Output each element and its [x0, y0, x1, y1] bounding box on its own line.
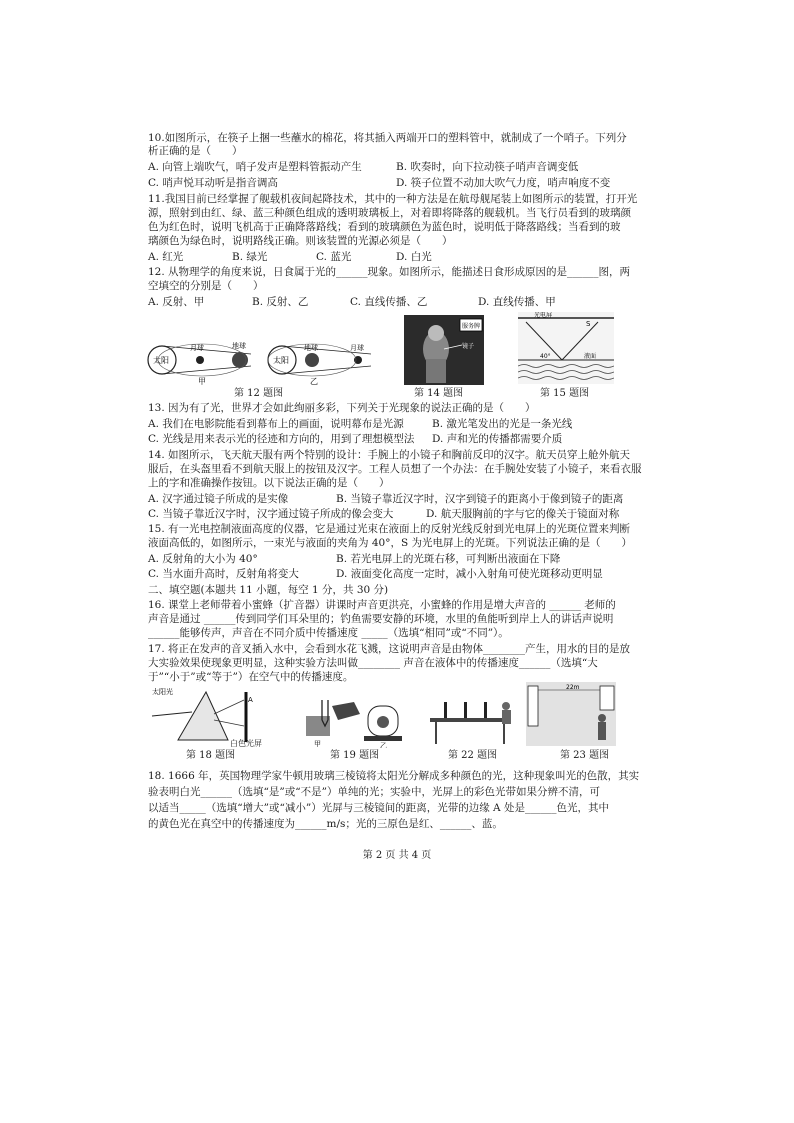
service-sign-label: 服务牌	[462, 323, 481, 330]
q11-line4: 璃颜色为绿色时，说明路线正确。则该装置的光源必须是（ ）	[148, 235, 453, 247]
tuning-fork-diagram	[302, 696, 410, 748]
moon-label: 月球	[190, 344, 204, 352]
q15-option-b: B. 若光电屏上的光斑右移，可判断出液面在下降	[336, 553, 561, 565]
liquid-level-diagram	[518, 312, 614, 384]
q10-option-c: C. 哨声悦耳动听是指音调高	[148, 177, 278, 189]
q14-option-d: D. 航天服胸前的字与它的像关于镜面对称	[426, 508, 620, 520]
person-head	[598, 714, 606, 722]
observer-head	[502, 702, 510, 710]
candle-screens-diagram	[424, 692, 516, 746]
jia-label: 甲	[198, 377, 206, 386]
jia-label: 甲	[314, 740, 321, 748]
q14-line3: 上的字和准确操作按钮。以下说法正确的是（ ）	[148, 477, 390, 489]
q12-option-c: C. 直线传播、乙	[350, 296, 428, 308]
q14-option-c: C. 当镜子靠近汉字时，汉字通过镜子所成的像会变大	[148, 508, 394, 520]
screen-1	[444, 702, 447, 718]
q11-option-d: D. 白光	[396, 251, 432, 263]
q13-option-d: D. 声和光的传播都需要介质	[432, 433, 563, 445]
caption-fig22: 第 22 题图	[448, 750, 498, 761]
q13-stem: 13. 因为有了光，世界才会如此绚丽多彩，下列关于光现象的说法正确的是（ ）	[148, 402, 536, 414]
screen-3	[484, 702, 487, 718]
q16-line3: ______能够传声，声音在不同介质中传播速度 _____（选填“相同”或“不同”）。	[148, 627, 509, 639]
earth-label: 地球	[232, 342, 246, 350]
q11-option-a: A. 红光	[148, 251, 184, 263]
yi-label: 乙	[310, 377, 318, 386]
caption-fig18: 第 18 题图	[186, 750, 236, 761]
earth-shape	[232, 352, 248, 368]
q18-line2: 验表明白光______（选填“是”或“不是”）单纯的光；实验中，光屏上的彩色光带如果分辨不清，可	[148, 786, 600, 798]
yi-label: 乙	[380, 742, 387, 748]
sun-label: 太阳	[153, 356, 169, 365]
q16-line1: 16. 课堂上老师带着小蜜蜂（扩音器）讲课时声音更洪亮，小蜜蜂的作用是增大声音的 ______ 老师的	[148, 599, 616, 611]
q14-option-a: A. 汉字通过镜子所成的是实像	[148, 493, 289, 505]
q17-line3: 于”“小于”或“等于”）在空气中的传播速度。	[148, 671, 354, 683]
eye-chart	[600, 686, 614, 710]
jar-base-shape	[364, 736, 402, 741]
screen-2	[464, 702, 467, 718]
q10-option-d: D. 筷子位置不动加大吹气力度，哨声响度不变	[396, 177, 611, 189]
white-screen-label: 白色光屏	[230, 739, 262, 748]
spacesuit-photo	[404, 315, 484, 385]
incoming-light	[152, 712, 192, 716]
spot-s-label: S	[586, 320, 591, 328]
eclipse-diagram-jia	[146, 338, 256, 388]
eclipse-diagram-yi	[266, 338, 376, 388]
q13-option-a: A. 我们在电影院能看到幕布上的画面，说明幕布是光源	[148, 418, 404, 430]
legs-shape	[426, 359, 446, 383]
mirror-label: 镜子	[462, 343, 475, 350]
q14-line2: 服后，在头盔里看不到航天服上的按钮及汉字。工程人员想了一个办法：在手腕处安装了小镜子，来看衣服	[148, 463, 642, 475]
q12-option-a: A. 反射、甲	[148, 296, 205, 308]
prism-shape	[178, 692, 228, 740]
plane-mirror	[528, 686, 538, 726]
section-fill-in-heading: 二、填空题(本题共 11 小题，每空 1 分，共 30 分)	[148, 584, 389, 596]
hand-shape	[332, 702, 360, 720]
q14-option-b: B. 当镜子靠近汉字时，汉字到镜子的距离小于像到镜子的距离	[336, 493, 624, 505]
q11-line2: 源，照射到由红、绿、蓝三种颜色组成的透明玻璃板上，对着即将降落的舰载机。当飞行员看到的玻璃颜	[148, 207, 631, 219]
caption-fig14: 第 14 题图	[414, 388, 464, 399]
q15-option-d: D. 液面变化高度一定时，减小入射角可使光斑移动更明显	[336, 568, 603, 580]
observer-body	[502, 710, 511, 724]
helmet-shape	[428, 325, 444, 341]
q10-stem-line2: 析正确的是（ ）	[148, 145, 243, 157]
q16-line2: 声音是通过 ______传到同学们耳朵里的；钓鱼需要安静的环境，水里的鱼能听到岸上人的讲话声说明	[148, 613, 614, 625]
q17-line2: 大实验效果使现象更明显，这种实验方法叫做________ 声音在液体中的传播速度______（选填“大	[148, 657, 598, 669]
angle-label: 40°	[540, 353, 551, 360]
alarm-clock-shape	[377, 716, 389, 728]
earth-label: 地球	[304, 344, 318, 352]
eye-test-diagram	[526, 682, 616, 746]
q18-line4: 的黄色光在真空中的传播速度为______m/s；光的三原色是红、______、蓝。	[148, 818, 503, 830]
table-top	[430, 718, 510, 722]
sun-label: 太阳	[273, 356, 289, 365]
q12-option-b: B. 反射、乙	[252, 296, 309, 308]
q12-line1: 12. 从物理学的角度来说，日食属于光的______现象。如图所示，能描述日食形成原因的是______图，两	[148, 266, 631, 278]
q10-stem-line1: 10.如图所示，在筷子上捆一些蘸水的棉花，将其插入两端开口的塑料管中，就制成了一个哨子。下列分	[148, 132, 627, 144]
caption-fig23: 第 23 题图	[560, 750, 610, 761]
screen-label: 光电屏	[534, 312, 553, 319]
q17-line1: 17. 将正在发声的音叉插入水中，会看到水花飞溅，这说明声音是由物体________产生，用水的目的是放	[148, 643, 631, 655]
q18-line1: 18. 1666 年，英国物理学家牛顿用玻璃三棱镜将太阳光分解成多种颜色的光，这种现象叫光的色散，其实	[148, 770, 640, 782]
q15-line2: 液面高低的，如图所示，一束光与液面的夹角为 40°，S 为光电屏上的光斑。下列说法正确的是（ ）	[148, 537, 632, 549]
caption-fig15: 第 15 题图	[540, 388, 590, 399]
dispersed-ray-top	[214, 700, 244, 714]
q15-option-a: A. 反射角的大小为 40°	[148, 553, 258, 565]
q11-option-c: C. 蓝光	[316, 251, 352, 263]
person-body	[598, 722, 606, 740]
distance-label: 22m	[566, 684, 580, 691]
q15-option-c: C. 当水面升高时，反射角将变大	[148, 568, 299, 580]
q10-option-b: B. 吹奏时，向下拉动筷子哨声音调变低	[396, 161, 579, 173]
q12-option-d: D. 直线传播、甲	[478, 296, 556, 308]
q14-line1: 14. 如图所示，飞天航天服有两个特别的设计：手腕上的小镜子和胸前反印的汉字。航天员穿上舱外航天	[148, 449, 631, 461]
caption-fig19: 第 19 题图	[330, 750, 380, 761]
q11-line1: 11.我国目前已经掌握了舰载机夜间起降技术，其中的一种方法是在航母舰尾装上如图所示的装置，打开光	[148, 193, 638, 205]
moon-shape	[196, 356, 204, 364]
liquid-label: 液面	[584, 353, 597, 360]
caption-fig12: 第 12 题图	[234, 388, 284, 399]
earth-shape	[305, 353, 319, 367]
q13-option-c: C. 光线是用来表示光的径迹和方向的，用到了理想模型法	[148, 433, 415, 445]
page-footer: 第 2 页 共 4 页	[362, 850, 432, 861]
q12-line2: 空填空的分别是（ ）	[148, 280, 264, 292]
q13-option-b: B. 激光笔发出的光是一条光线	[432, 418, 573, 430]
q10-option-a: A. 向管上端吹气，哨子发声是塑料管振动产生	[148, 161, 362, 173]
ray-bottom	[282, 366, 371, 374]
moon-label: 月球	[350, 344, 364, 352]
a-point-label: A	[248, 696, 253, 704]
q18-line3: 以适当_____（选填“增大”或“减小”）光屏与三棱镜间的距离，光带的边缘 A 处是______色光，其中	[148, 802, 609, 814]
water-cup-shape	[306, 716, 330, 736]
sunlight-label: 太阳光	[152, 688, 173, 696]
q11-option-b: B. 绿光	[232, 251, 268, 263]
q11-line3: 色为红色时，说明飞机高于正确降落路线；看到的玻璃颜色为蓝色时，说明低于降落路线；当看到的玻	[148, 221, 621, 233]
q15-line1: 15. 有一光电控制液面高度的仪器，它是通过光束在液面上的反射光线反射到光电屏上的光斑位置来判断	[148, 523, 631, 535]
